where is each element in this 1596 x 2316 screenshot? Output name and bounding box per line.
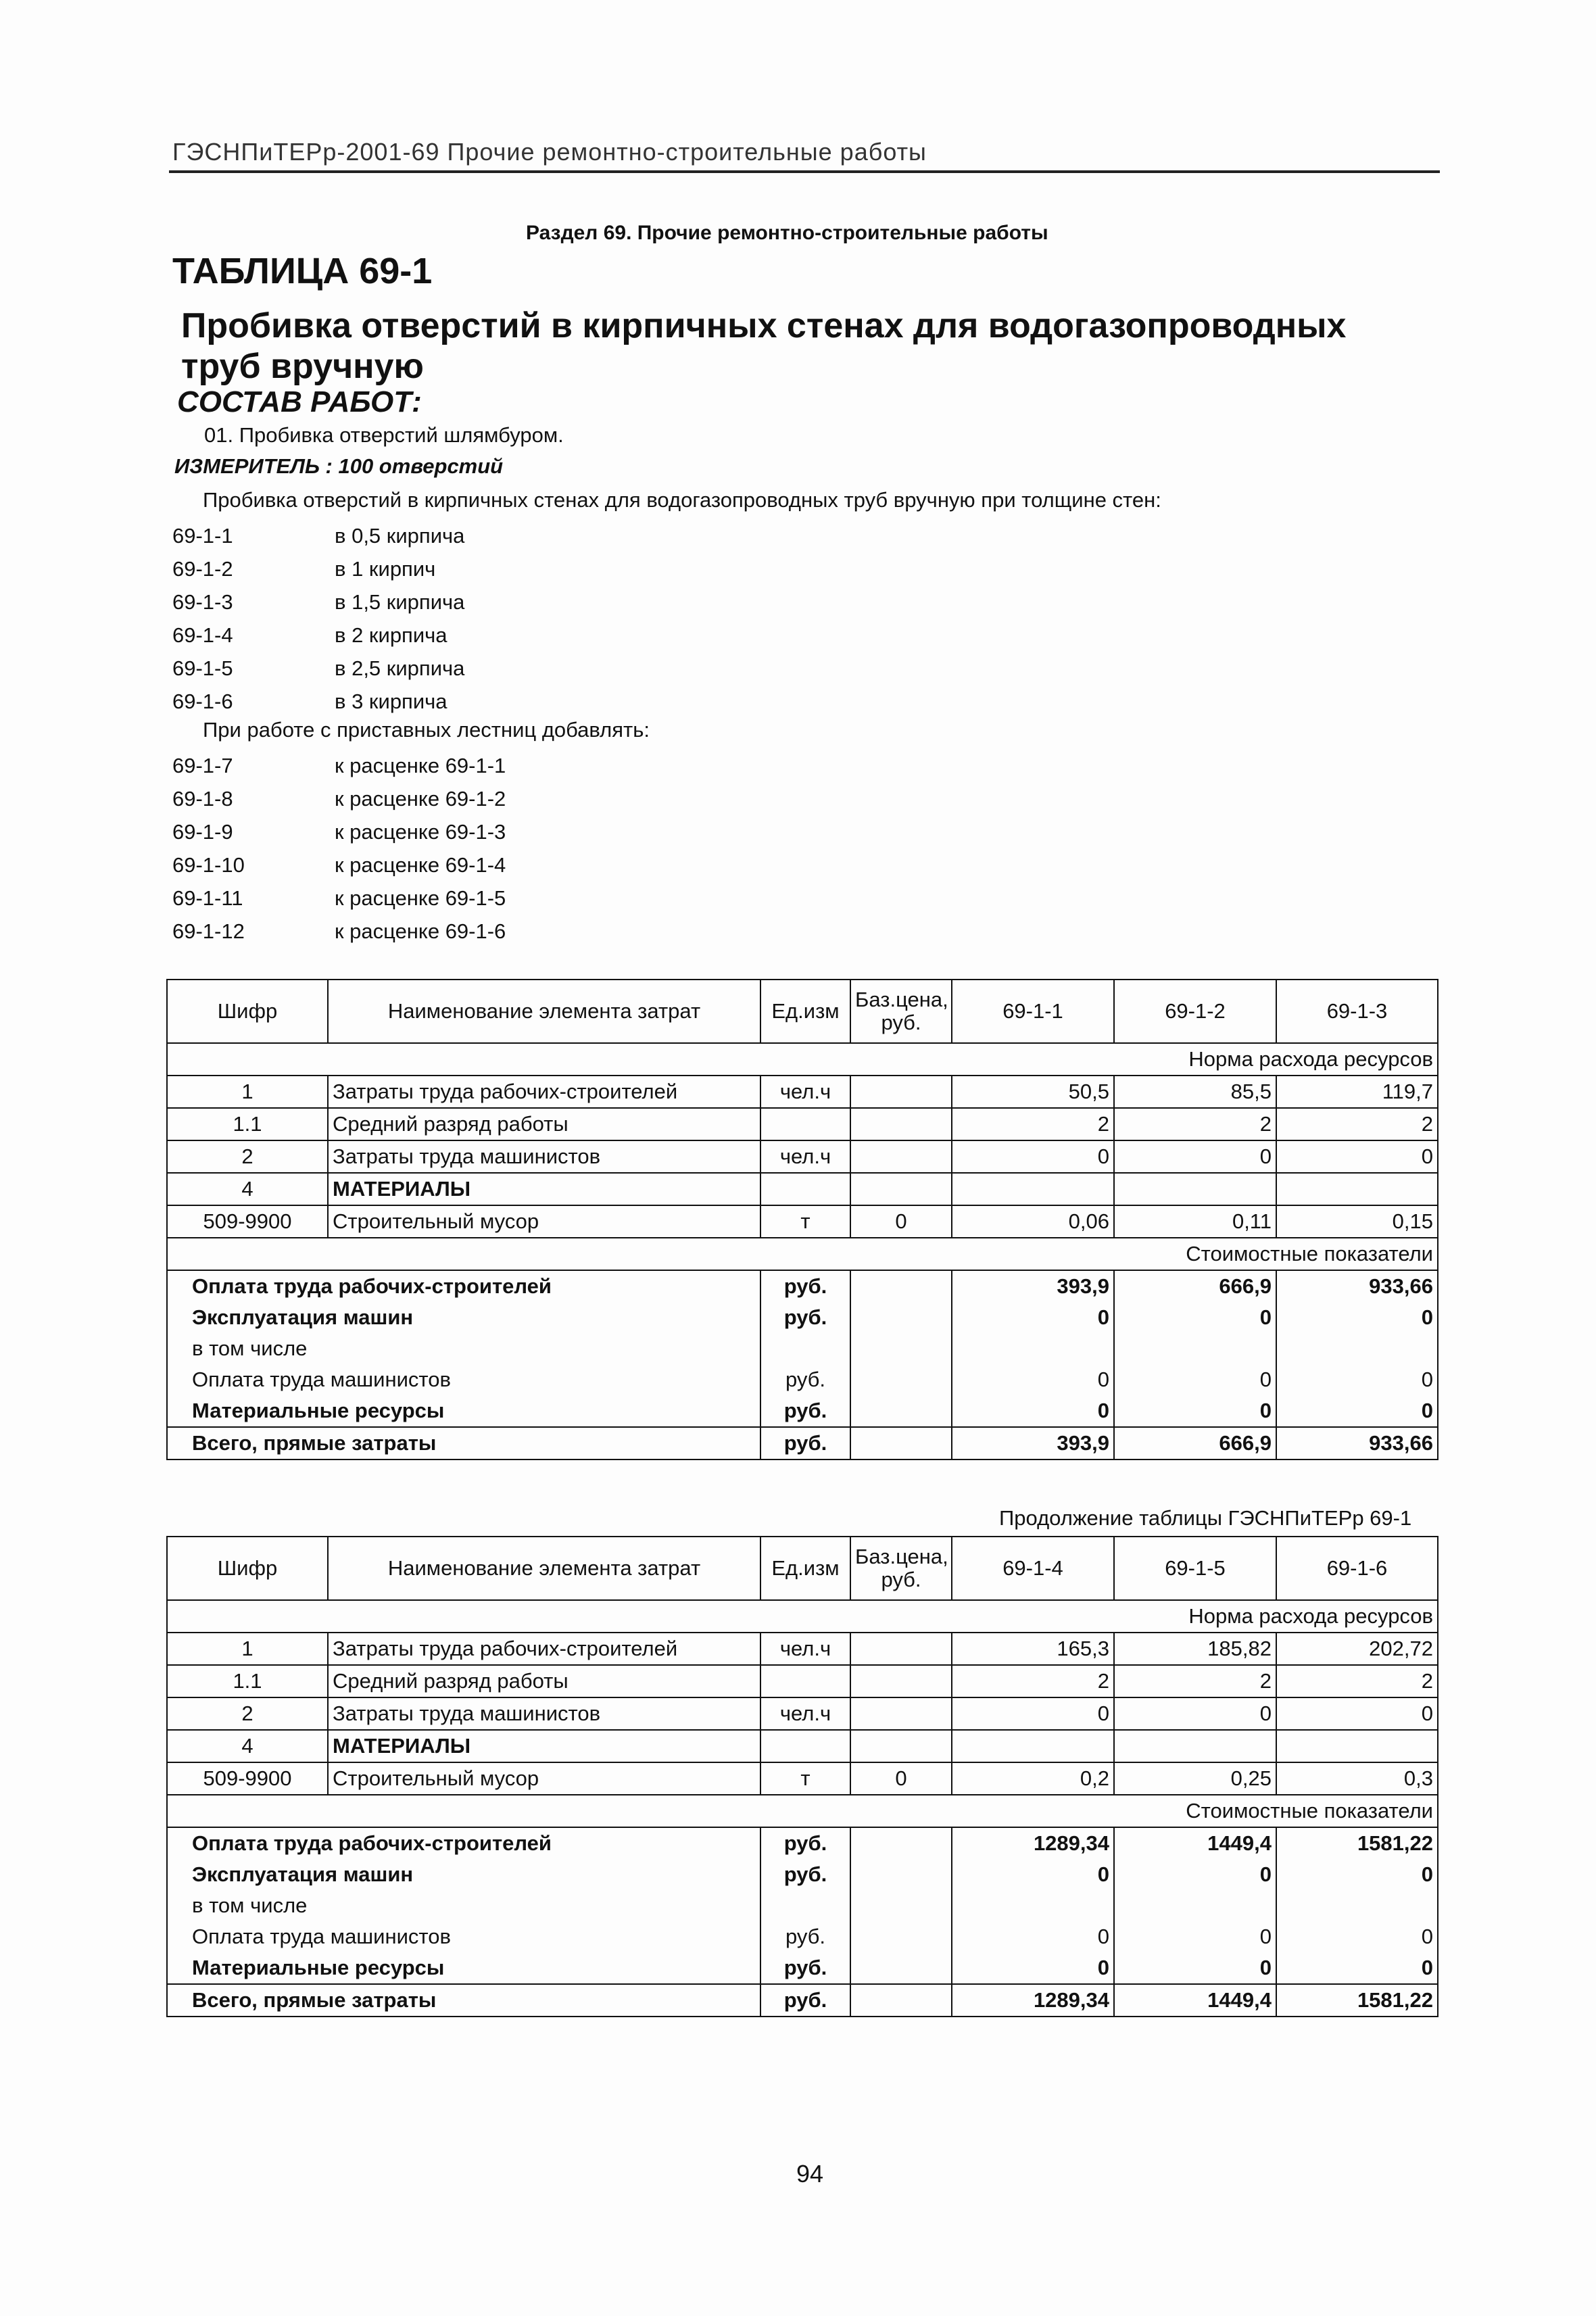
composition-label: СОСТАВ РАБОТ:: [177, 385, 422, 418]
cell-code: 4: [167, 1730, 328, 1762]
list-item: [172, 652, 464, 685]
cost-value: 0: [1114, 1364, 1276, 1395]
cost-value: 0: [1114, 1859, 1276, 1890]
cell-unit: чел.ч: [760, 1076, 850, 1108]
cost-value: 0: [952, 1859, 1114, 1890]
cell-value: 0: [1276, 1140, 1438, 1173]
list-item: [172, 619, 464, 652]
cell-code: 1: [167, 1076, 328, 1108]
cost-row: [167, 1921, 1438, 1952]
cost-unit: [760, 1333, 850, 1364]
cell-value: 119,7: [1276, 1076, 1438, 1108]
table-row: [167, 1762, 1438, 1795]
cell-value: 85,5: [1114, 1076, 1276, 1108]
list-item: [172, 552, 464, 585]
cost-price: [850, 1921, 952, 1952]
cost-value: 0: [1276, 1302, 1438, 1333]
cost-price: [850, 1395, 952, 1427]
cost-value: 1289,34: [952, 1984, 1114, 2017]
cell-value: 185,82: [1114, 1633, 1276, 1665]
col-unit-header: Ед.изм: [760, 980, 850, 1043]
code-label: 69-1-5: [172, 656, 233, 680]
cell-value: [1276, 1730, 1438, 1762]
cell-code: 2: [167, 1140, 328, 1173]
table-row: [167, 1730, 1438, 1762]
cost-unit: руб.: [760, 1952, 850, 1984]
code-text: к расценке 69-1-5: [335, 886, 506, 910]
cell-value: [1276, 1173, 1438, 1205]
code-text: в 2 кирпича: [335, 623, 448, 647]
col-code-header: Шифр: [167, 1537, 328, 1600]
cost-name: в том числе: [167, 1890, 760, 1921]
code-label: 69-1-6: [172, 690, 233, 713]
cost-unit: руб.: [760, 1302, 850, 1333]
code-list: [172, 519, 464, 718]
cost-caption: Стоимостные показатели: [167, 1238, 1438, 1270]
cell-name: Затраты труда рабочих-строителей: [328, 1076, 760, 1108]
code-text: к расценке 69-1-1: [335, 754, 506, 777]
cell-code: 1.1: [167, 1108, 328, 1140]
meter-label: ИЗМЕРИТЕЛЬ : 100 отверстий: [174, 454, 504, 478]
cost-value: [1276, 1333, 1438, 1364]
cost-value: 933,66: [1276, 1427, 1438, 1459]
cost-price: [850, 1984, 952, 2017]
continuation-note: Продолжение таблицы ГЭСНПиТЕРр 69-1: [999, 1506, 1412, 1530]
cost-row: [167, 1827, 1438, 1859]
code-label: 69-1-9: [172, 820, 233, 844]
add-code-list: [172, 749, 506, 948]
cell-value: 0,25: [1114, 1762, 1276, 1795]
cost-unit: руб.: [760, 1270, 850, 1302]
cell-value: 0: [952, 1697, 1114, 1730]
cost-price: [850, 1952, 952, 1984]
cell-value: 2: [1276, 1108, 1438, 1140]
list-item: [172, 815, 506, 848]
cost-unit: [760, 1890, 850, 1921]
cell-name: Средний разряд работы: [328, 1665, 760, 1697]
cell-value: [1114, 1730, 1276, 1762]
list-item: [172, 749, 506, 782]
code-text: в 1,5 кирпича: [335, 590, 465, 614]
code-text: в 3 кирпича: [335, 690, 448, 713]
code-text: в 1 кирпич: [335, 557, 436, 581]
cost-row: [167, 1270, 1438, 1302]
cost-value: 0: [952, 1395, 1114, 1427]
cost-name: Оплата труда рабочих-строителей: [167, 1270, 760, 1302]
cell-code: 2: [167, 1697, 328, 1730]
cell-unit: чел.ч: [760, 1140, 850, 1173]
cost-value: 1289,34: [952, 1827, 1114, 1859]
list-item: [172, 882, 506, 915]
cost-value: [952, 1333, 1114, 1364]
col-name-header: Наименование элемента затрат: [328, 980, 760, 1043]
cell-value: 2: [952, 1108, 1114, 1140]
col-rate-header: 69-1-3: [1276, 980, 1438, 1043]
cost-value: 0: [952, 1364, 1114, 1395]
cell-price: [850, 1076, 952, 1108]
cell-value: 0: [1114, 1140, 1276, 1173]
col-price-header: Баз.цена, руб.: [850, 1537, 952, 1600]
cost-value: 393,9: [952, 1427, 1114, 1459]
cost-name: Материальные ресурсы: [167, 1952, 760, 1984]
table-row: [167, 1665, 1438, 1697]
cost-price: [850, 1270, 952, 1302]
code-text: к расценке 69-1-3: [335, 820, 506, 844]
cell-value: 202,72: [1276, 1633, 1438, 1665]
cost-value: 933,66: [1276, 1270, 1438, 1302]
col-unit-header: Ед.изм: [760, 1537, 850, 1600]
cell-name: Затраты труда машинистов: [328, 1697, 760, 1730]
col-name-header: Наименование элемента затрат: [328, 1537, 760, 1600]
code-label: 69-1-3: [172, 590, 233, 614]
cell-unit: чел.ч: [760, 1697, 850, 1730]
cell-value: 0,15: [1276, 1205, 1438, 1238]
cost-value: [952, 1890, 1114, 1921]
cell-unit: т: [760, 1205, 850, 1238]
cost-name: Всего, прямые затраты: [167, 1984, 760, 2017]
cost-name: Материальные ресурсы: [167, 1395, 760, 1427]
cost-value: [1114, 1333, 1276, 1364]
table-row: [167, 1108, 1438, 1140]
cell-price: [850, 1173, 952, 1205]
cell-value: 0: [952, 1140, 1114, 1173]
cell-unit: [760, 1108, 850, 1140]
code-label: 69-1-2: [172, 557, 233, 581]
cost-value: 0: [952, 1952, 1114, 1984]
page-heading: Пробивка отверстий в кирпичных стенах для водогазопроводных труб вручную: [181, 306, 1347, 386]
list-item: [172, 782, 506, 815]
cell-value: 2: [952, 1665, 1114, 1697]
cell-name: Строительный мусор: [328, 1762, 760, 1795]
cost-value: 0: [1114, 1921, 1276, 1952]
cost-name: Оплата труда рабочих-строителей: [167, 1827, 760, 1859]
cell-code: 1: [167, 1633, 328, 1665]
code-text: к расценке 69-1-2: [335, 787, 506, 811]
cell-code: 1.1: [167, 1665, 328, 1697]
cell-unit: [760, 1665, 850, 1697]
cell-name: МАТЕРИАЛЫ: [328, 1173, 760, 1205]
cost-caption-row: [167, 1795, 1438, 1827]
cell-value: [952, 1173, 1114, 1205]
cell-price: [850, 1730, 952, 1762]
cost-row: [167, 1395, 1438, 1427]
cost-name: Оплата труда машинистов: [167, 1364, 760, 1395]
list-item: [172, 585, 464, 619]
running-header: ГЭСНПиТЕРр-2001-69 Прочие ремонтно-строительные работы: [172, 138, 927, 166]
cost-unit: руб.: [760, 1427, 850, 1459]
list-item: [172, 519, 464, 552]
cost-row: [167, 1890, 1438, 1921]
cost-value: 0: [1276, 1859, 1438, 1890]
cell-value: 0: [1276, 1697, 1438, 1730]
cost-price: [850, 1302, 952, 1333]
table-row: [167, 1076, 1438, 1108]
cost-value: 0: [952, 1302, 1114, 1333]
col-rate-header: 69-1-1: [952, 980, 1114, 1043]
cost-unit: руб.: [760, 1984, 850, 2017]
cost-caption-row: [167, 1238, 1438, 1270]
cost-row: [167, 1427, 1438, 1459]
norm-caption: Норма расхода ресурсов: [167, 1600, 1438, 1633]
cost-value: 1581,22: [1276, 1984, 1438, 2017]
col-rate-header: 69-1-4: [952, 1537, 1114, 1600]
norm-caption-row: [167, 1043, 1438, 1076]
cost-value: 0: [1276, 1395, 1438, 1427]
table-header-row: [167, 980, 1438, 1043]
intro-text: Пробивка отверстий в кирпичных стенах для водогазопроводных труб вручную при толщине стен:: [203, 488, 1161, 512]
cost-row: [167, 1952, 1438, 1984]
cost-row: [167, 1984, 1438, 2017]
col-price-header: Баз.цена, руб.: [850, 980, 952, 1043]
cost-row: [167, 1333, 1438, 1364]
cell-value: 2: [1276, 1665, 1438, 1697]
table-header-row: [167, 1537, 1438, 1600]
cost-value: 0: [1276, 1364, 1438, 1395]
cost-row: [167, 1859, 1438, 1890]
cost-name: Всего, прямые затраты: [167, 1427, 760, 1459]
code-text: к расценке 69-1-6: [335, 919, 506, 943]
cost-price: [850, 1427, 952, 1459]
section-title: Раздел 69. Прочие ремонтно-строительные работы: [526, 222, 1048, 244]
cell-value: [1114, 1173, 1276, 1205]
cost-value: 1581,22: [1276, 1827, 1438, 1859]
operation-item: 01. Пробивка отверстий шлямбуром.: [204, 423, 564, 447]
cell-price: [850, 1665, 952, 1697]
header-rule: [169, 170, 1440, 173]
code-label: 69-1-8: [172, 787, 233, 811]
cell-price: [850, 1633, 952, 1665]
cost-value: 0: [1114, 1952, 1276, 1984]
table-row: [167, 1205, 1438, 1238]
cost-value: 0: [1114, 1302, 1276, 1333]
cell-unit: [760, 1173, 850, 1205]
table-row: [167, 1697, 1438, 1730]
code-label: 69-1-1: [172, 524, 233, 548]
cell-value: 0,11: [1114, 1205, 1276, 1238]
cost-value: 0: [952, 1921, 1114, 1952]
cell-value: 2: [1114, 1665, 1276, 1697]
cost-unit: руб.: [760, 1921, 850, 1952]
code-text: в 0,5 кирпича: [335, 524, 465, 548]
cost-caption: Стоимостные показатели: [167, 1795, 1438, 1827]
cell-value: 50,5: [952, 1076, 1114, 1108]
norm-caption: Норма расхода ресурсов: [167, 1043, 1438, 1076]
cost-price: [850, 1859, 952, 1890]
cell-name: Средний разряд работы: [328, 1108, 760, 1140]
col-code-header: Шифр: [167, 980, 328, 1043]
cost-value: 0: [1114, 1395, 1276, 1427]
cost-value: 393,9: [952, 1270, 1114, 1302]
cell-unit: [760, 1730, 850, 1762]
table-row: [167, 1140, 1438, 1173]
table-row: [167, 1173, 1438, 1205]
cell-value: 165,3: [952, 1633, 1114, 1665]
cost-price: [850, 1827, 952, 1859]
cell-name: Затраты труда рабочих-строителей: [328, 1633, 760, 1665]
cell-value: 2: [1114, 1108, 1276, 1140]
cost-unit: руб.: [760, 1859, 850, 1890]
list-item: [172, 848, 506, 882]
page-number: 94: [796, 2160, 824, 2188]
table-row: [167, 1633, 1438, 1665]
cost-row: [167, 1364, 1438, 1395]
cost-price: [850, 1890, 952, 1921]
code-label: 69-1-10: [172, 853, 245, 877]
cell-price: [850, 1140, 952, 1173]
col-rate-header: 69-1-6: [1276, 1537, 1438, 1600]
cost-row: [167, 1302, 1438, 1333]
cell-price: 0: [850, 1205, 952, 1238]
cost-price: [850, 1364, 952, 1395]
cell-price: [850, 1697, 952, 1730]
cell-code: 509-9900: [167, 1205, 328, 1238]
cost-unit: руб.: [760, 1827, 850, 1859]
cell-code: 4: [167, 1173, 328, 1205]
resource-table-1: [166, 979, 1438, 1460]
code-label: 69-1-4: [172, 623, 233, 647]
cost-name: Эксплуатация машин: [167, 1859, 760, 1890]
cost-value: 1449,4: [1114, 1827, 1276, 1859]
cell-value: [952, 1730, 1114, 1762]
cell-value: 0,06: [952, 1205, 1114, 1238]
cost-unit: руб.: [760, 1395, 850, 1427]
code-label: 69-1-11: [172, 886, 243, 910]
cost-name: Оплата труда машинистов: [167, 1921, 760, 1952]
cell-price: 0: [850, 1762, 952, 1795]
cost-value: 666,9: [1114, 1270, 1276, 1302]
cell-unit: чел.ч: [760, 1633, 850, 1665]
cost-name: Эксплуатация машин: [167, 1302, 760, 1333]
ladder-note: При работе с приставных лестниц добавлять:: [203, 718, 650, 742]
code-text: к расценке 69-1-4: [335, 853, 506, 877]
list-item: [172, 915, 506, 948]
cost-value: [1114, 1890, 1276, 1921]
norm-caption-row: [167, 1600, 1438, 1633]
code-label: 69-1-12: [172, 919, 245, 943]
cell-value: 0: [1114, 1697, 1276, 1730]
code-text: в 2,5 кирпича: [335, 656, 465, 680]
col-rate-header: 69-1-5: [1114, 1537, 1276, 1600]
cost-name: в том числе: [167, 1333, 760, 1364]
cell-value: 0,3: [1276, 1762, 1438, 1795]
cell-code: 509-9900: [167, 1762, 328, 1795]
cost-unit: руб.: [760, 1364, 850, 1395]
table-title: ТАБЛИЦА 69-1: [172, 251, 433, 291]
cell-price: [850, 1108, 952, 1140]
cost-value: 1449,4: [1114, 1984, 1276, 2017]
cost-value: [1276, 1890, 1438, 1921]
cell-name: МАТЕРИАЛЫ: [328, 1730, 760, 1762]
list-item: [172, 685, 464, 718]
cost-value: 666,9: [1114, 1427, 1276, 1459]
cost-value: 0: [1276, 1921, 1438, 1952]
cell-value: 0,2: [952, 1762, 1114, 1795]
resource-table-2: [166, 1536, 1438, 2017]
code-label: 69-1-7: [172, 754, 233, 777]
col-rate-header: 69-1-2: [1114, 980, 1276, 1043]
cell-name: Строительный мусор: [328, 1205, 760, 1238]
cost-price: [850, 1333, 952, 1364]
cell-unit: т: [760, 1762, 850, 1795]
cell-name: Затраты труда машинистов: [328, 1140, 760, 1173]
cost-value: 0: [1276, 1952, 1438, 1984]
